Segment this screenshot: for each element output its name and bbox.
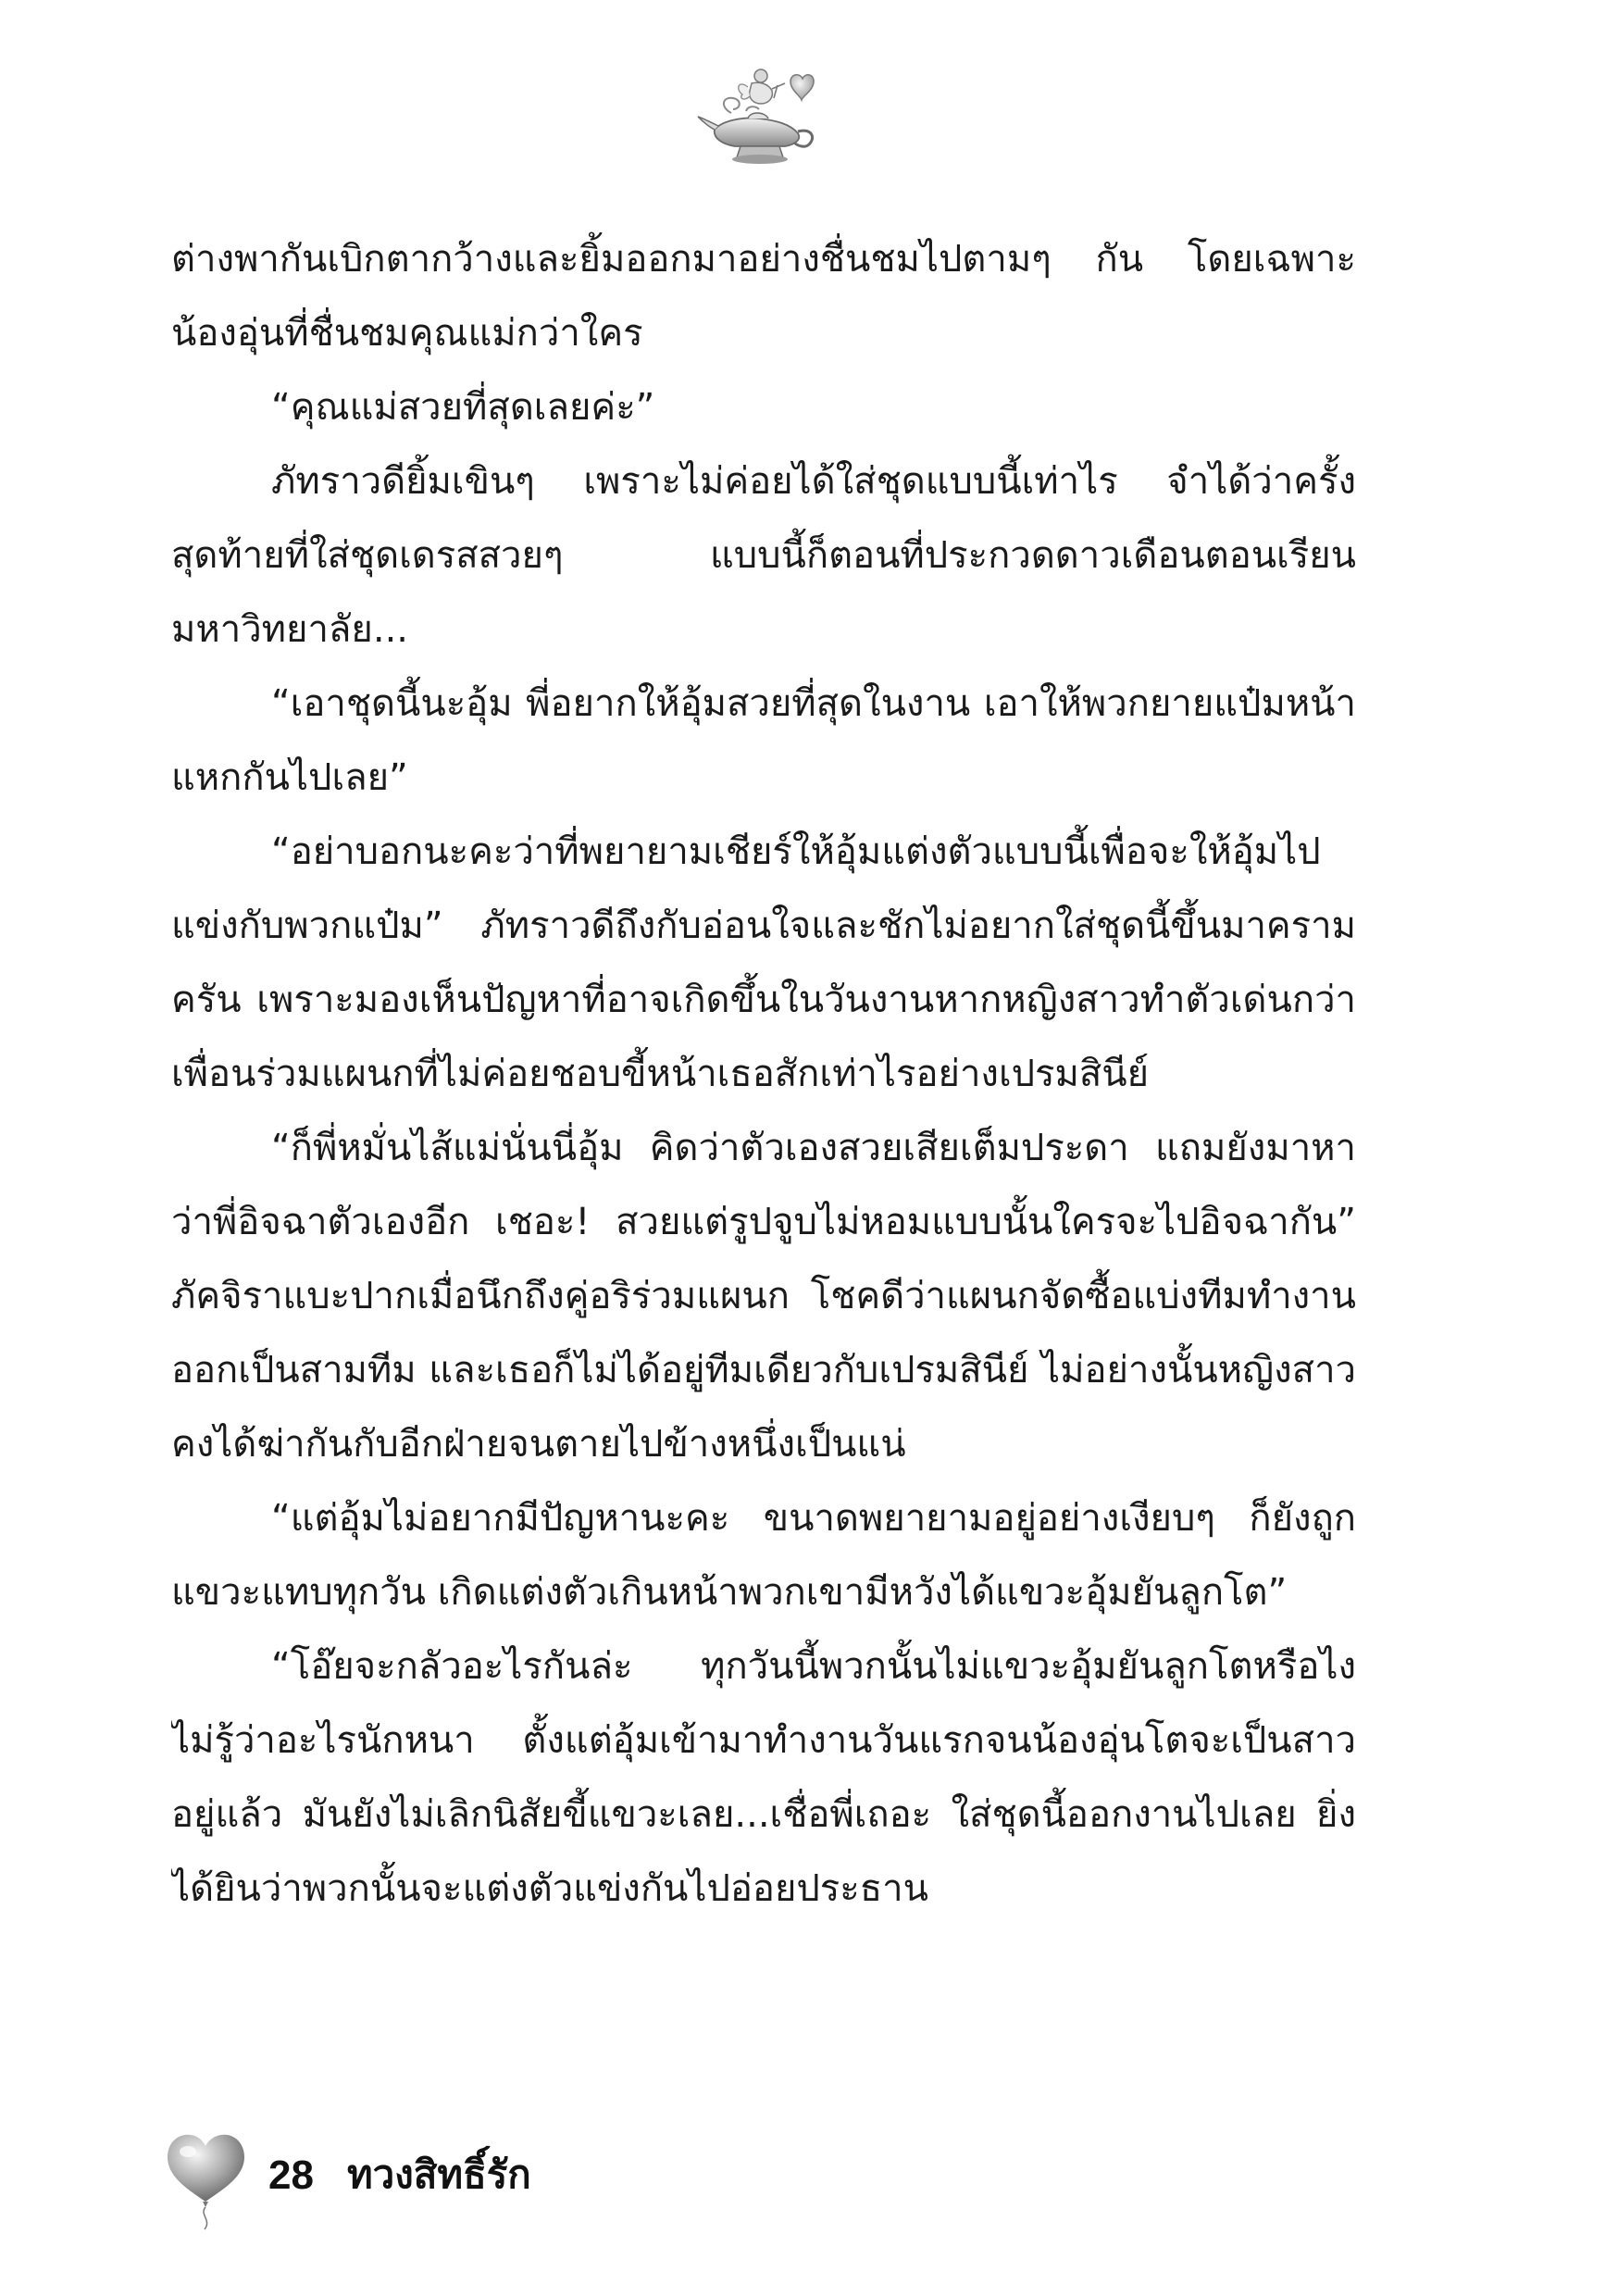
- page-number: 28: [268, 2152, 314, 2198]
- body-text: [171, 222, 1356, 2120]
- paragraph: ต่างพากันเบิกตากว้างและยิ้มออกมาอย่างชื่นชมไปตามๆ กัน โดยเฉพาะน้องอุ่นที่ชื่นชมคุณแม่กว่าใคร: [171, 238, 1356, 355]
- paragraph: “แต่อุ้มไม่อยากมีปัญหานะคะ ขนาดพยายามอยู่อย่างเงียบๆ ก็ยังถูกแขวะแทบทุกวัน เกิดแต่งตัวเกินหน้าพวกเขามีหวังได้แขวะอุ้มยันลูกโต”: [171, 1497, 1356, 1614]
- paragraph: “อย่าบอกนะคะว่าที่พยายามเชียร์ให้อุ้มแต่งตัวแบบนี้เพื่อจะให้อุ้มไปแข่งกับพวกแป๋ม” ภัทราวดีถึงกับอ่อนใจและชักไม่อยากใส่ชุดนี้ขึ้นมาครามครัน เพราะมองเห็นปัญหาที่อาจเกิดขึ้นในวันงานหากหญิงสาวทำตัวเด่นกว่าเพื่อนร่วมแผนกที่ไม่ค่อยชอบขี้หน้าเธอสักเท่าไรอย่างเปรมสินีย์: [171, 830, 1356, 1095]
- heart-balloon-icon: [162, 2129, 250, 2231]
- page-footer: [162, 2129, 810, 2231]
- paragraph: “คุณแม่สวยที่สุดเลยค่ะ”: [271, 386, 655, 429]
- paragraph: “เอาชุดนี้นะอุ้ม พี่อยากให้อุ้มสวยที่สุดในงาน เอาให้พวกยายแป๋มหน้าแหกกันไปเลย”: [171, 682, 1356, 799]
- cupid-lamp-ornament-icon: [694, 56, 824, 171]
- paragraph: ภัทราวดียิ้มเขินๆ เพราะไม่ค่อยได้ใส่ชุดแบบนี้เท่าไร จำได้ว่าครั้งสุดท้ายที่ใส่ชุดเดรสสวยๆ แบบนี้ก็ตอนที่ประกวดดาวเดือนตอนเรียนมหาวิทยาลัย...: [171, 460, 1356, 651]
- paragraph: “ก็พี่หมั่นไส้แม่นั่นนี่อุ้ม คิดว่าตัวเองสวยเสียเต็มประดา แถมยังมาหาว่าพี่อิจฉาตัวเองอีก เชอะ! สวยแต่รูปจูบไม่หอมแบบนั้นใครจะไปอิจฉากัน” ภัคจิราแบะปากเมื่อนึกถึงคู่อริร่วมแผนก โชคดีว่าแผนกจัดซื้อแบ่งทีมทำงานออกเป็นสามทีม และเธอก็ไม่ได้อยู่ทีมเดียวกับเปรมสินีย์ ไม่อย่างนั้นหญิงสาวคงได้ฆ่ากันกับอีกฝ่ายจนตายไปข้างหนึ่งเป็นแน่: [171, 1127, 1356, 1466]
- book-title: ทวงสิทธิ์รัก: [347, 2152, 531, 2197]
- paragraph: “โอ๊ยจะกลัวอะไรกันล่ะ ทุกวันนี้พวกนั้นไม่แขวะอุ้มยันลูกโตหรือไง ไม่รู้ว่าอะไรนักหนา ตั้งแต่อุ้มเข้ามาทำงานวันแรกจนน้องอุ่นโตจะเป็นสาวอยู่แล้ว มันยังไม่เลิกนิสัยขี้แขวะเลย...เชื่อพี่เถอะ ใส่ชุดนี้ออกงานไปเลย ยิ่งได้ยินว่าพวกนั้นจะแต่งตัวแข่งกันไปอ่อยประธาน: [171, 1645, 1356, 1910]
